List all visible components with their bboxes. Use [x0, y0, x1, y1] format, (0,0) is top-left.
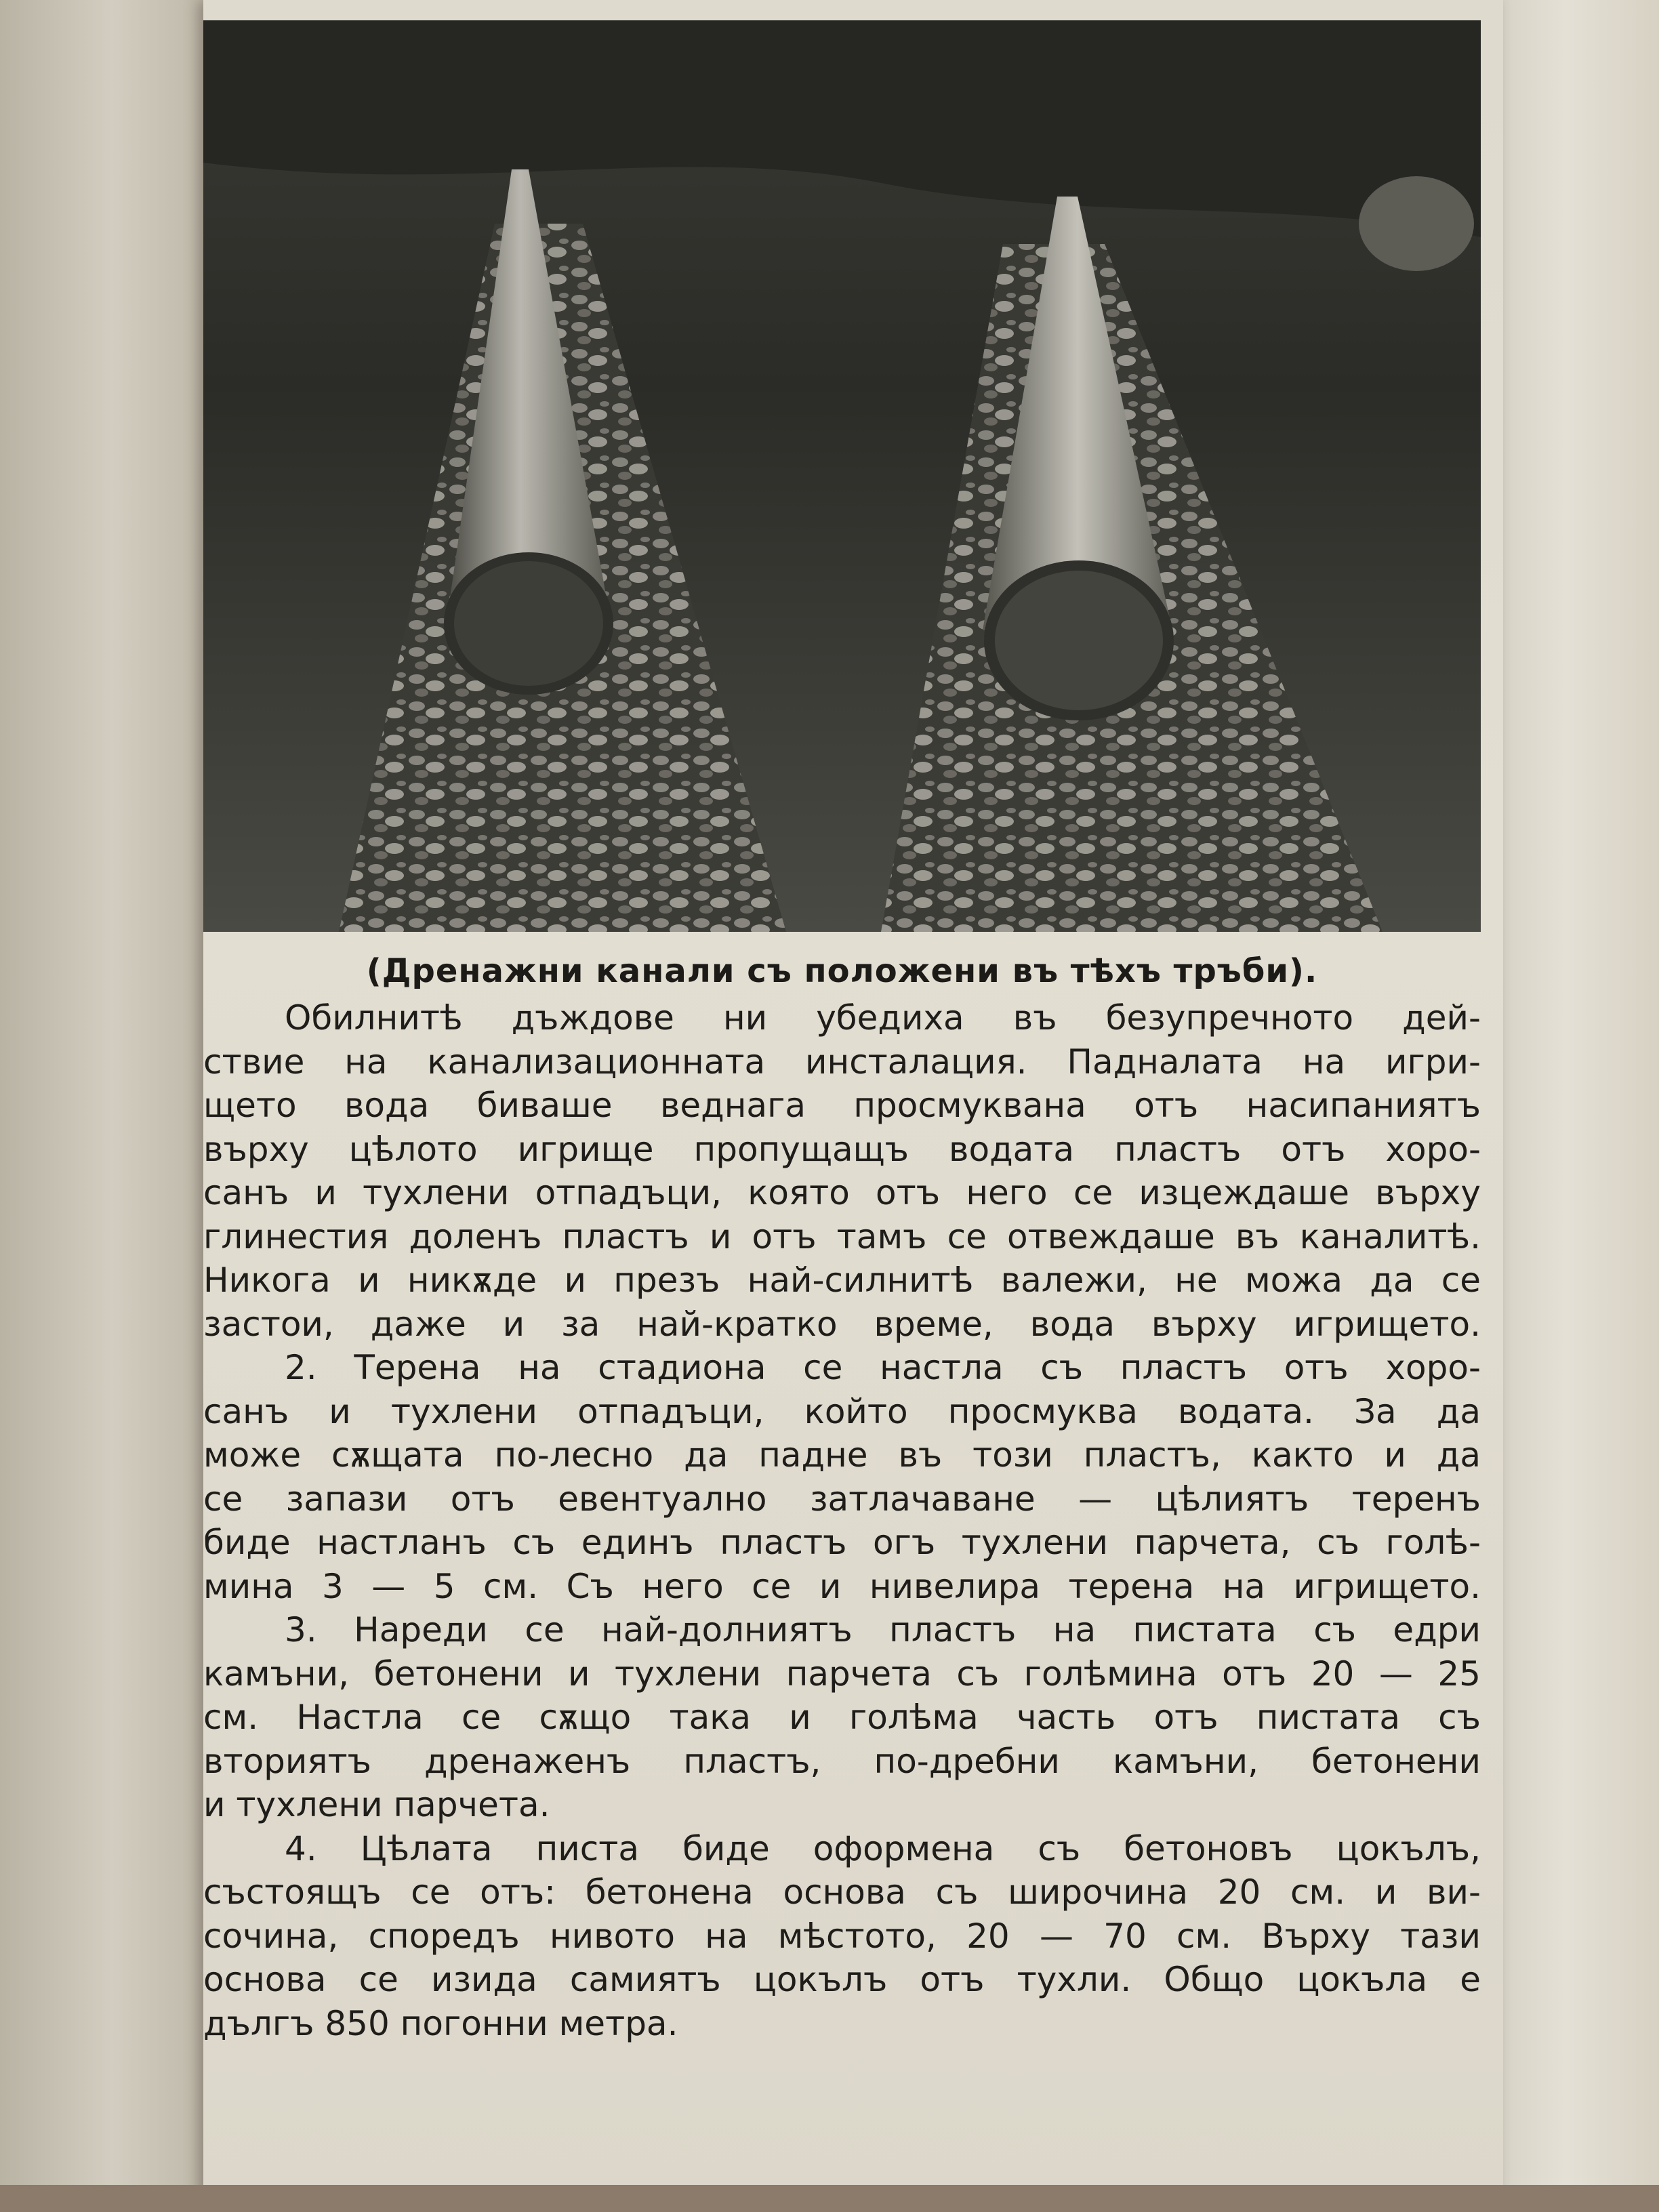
paragraph-3 — [203, 1608, 1481, 1827]
text-line: санъ и тухлени отпадъци, която отъ него се изцеждаше върху — [203, 1173, 1481, 1212]
book-page — [203, 0, 1503, 2212]
text-line: камъни, бетонени и тухлени парчета съ голѣмина отъ 20 — 25 — [203, 1654, 1481, 1694]
text-line: Обилнитѣ дъждове ни убедиха въ безупречното дей- — [285, 998, 1481, 1038]
text-line: 3. Нареди се най-долниятъ пластъ на пистата съ едри — [285, 1610, 1481, 1650]
book-cover-edge — [0, 2185, 1659, 2212]
text-line: ствие на канализационната инсталация. Падналата на игри- — [203, 1042, 1481, 1082]
text-line: сочина, споредъ нивото на мѣстото, 20 — 70 см. Върху тази — [203, 1916, 1481, 1956]
text-line: застои, даже и за най-кратко време, вода върху игрището. — [203, 1304, 1481, 1344]
text-line: 2. Терена на стадиона се настла съ пластъ отъ хоро- — [285, 1348, 1481, 1387]
text-line: Никога и никѫде и презъ най-силнитѣ валежи, не можа да се — [203, 1261, 1481, 1300]
drainage-photo-image — [203, 20, 1481, 932]
body-text — [203, 996, 1481, 2045]
paragraph-1 — [203, 996, 1481, 1346]
text-line: биде настланъ съ единъ пластъ огъ тухлени парчета, съ голѣ- — [203, 1523, 1481, 1562]
text-line: състоящъ се отъ: бетонена основа съ широчина 20 см. и ви- — [203, 1872, 1481, 1912]
facing-page-edge — [0, 0, 203, 2212]
paragraph-2 — [203, 1346, 1481, 1608]
text-line: мина 3 — 5 см. Съ него се и нивелира терена на игрището. — [203, 1566, 1481, 1606]
text-line: 4. Цѣлата писта биде оформена съ бетоновъ цокълъ, — [285, 1828, 1481, 1868]
text-line: дългъ 850 погонни метра. — [203, 2003, 678, 2043]
figure-caption: (Дренажни канали съ положени въ тѣхъ тръби). — [366, 952, 1318, 990]
text-line: се запази отъ евентуално затлачаване — цѣлиятъ теренъ — [203, 1479, 1481, 1519]
text-line: санъ и тухлени отпадъци, който просмуква водата. За да — [203, 1391, 1481, 1431]
text-line: може сѫщата по-лесно да падне въ този пластъ, както и да — [203, 1435, 1481, 1475]
drainage-photo — [203, 20, 1481, 932]
text-line: щето вода биваше веднага просмуквана отъ насипаниятъ — [203, 1086, 1481, 1125]
text-line: основа се изида самиятъ цокълъ отъ тухли. Общо цокъла е — [203, 1960, 1481, 1999]
text-line: и тухлени парчета. — [203, 1785, 550, 1824]
text-line: глинестия доленъ пластъ и отъ тамъ се отвеждаше въ каналитѣ. — [203, 1216, 1481, 1256]
page-stack-edge — [1503, 0, 1659, 2212]
text-line: см. Настла се сѫщо така и голѣма часть отъ пистата съ — [203, 1698, 1481, 1737]
text-line: вториятъ дренаженъ пластъ, по-дребни камъни, бетонени — [203, 1741, 1481, 1781]
paragraph-4 — [203, 1827, 1481, 2046]
text-line: върху цѣлото игрище пропущащъ водата пластъ отъ хоро- — [203, 1129, 1481, 1169]
